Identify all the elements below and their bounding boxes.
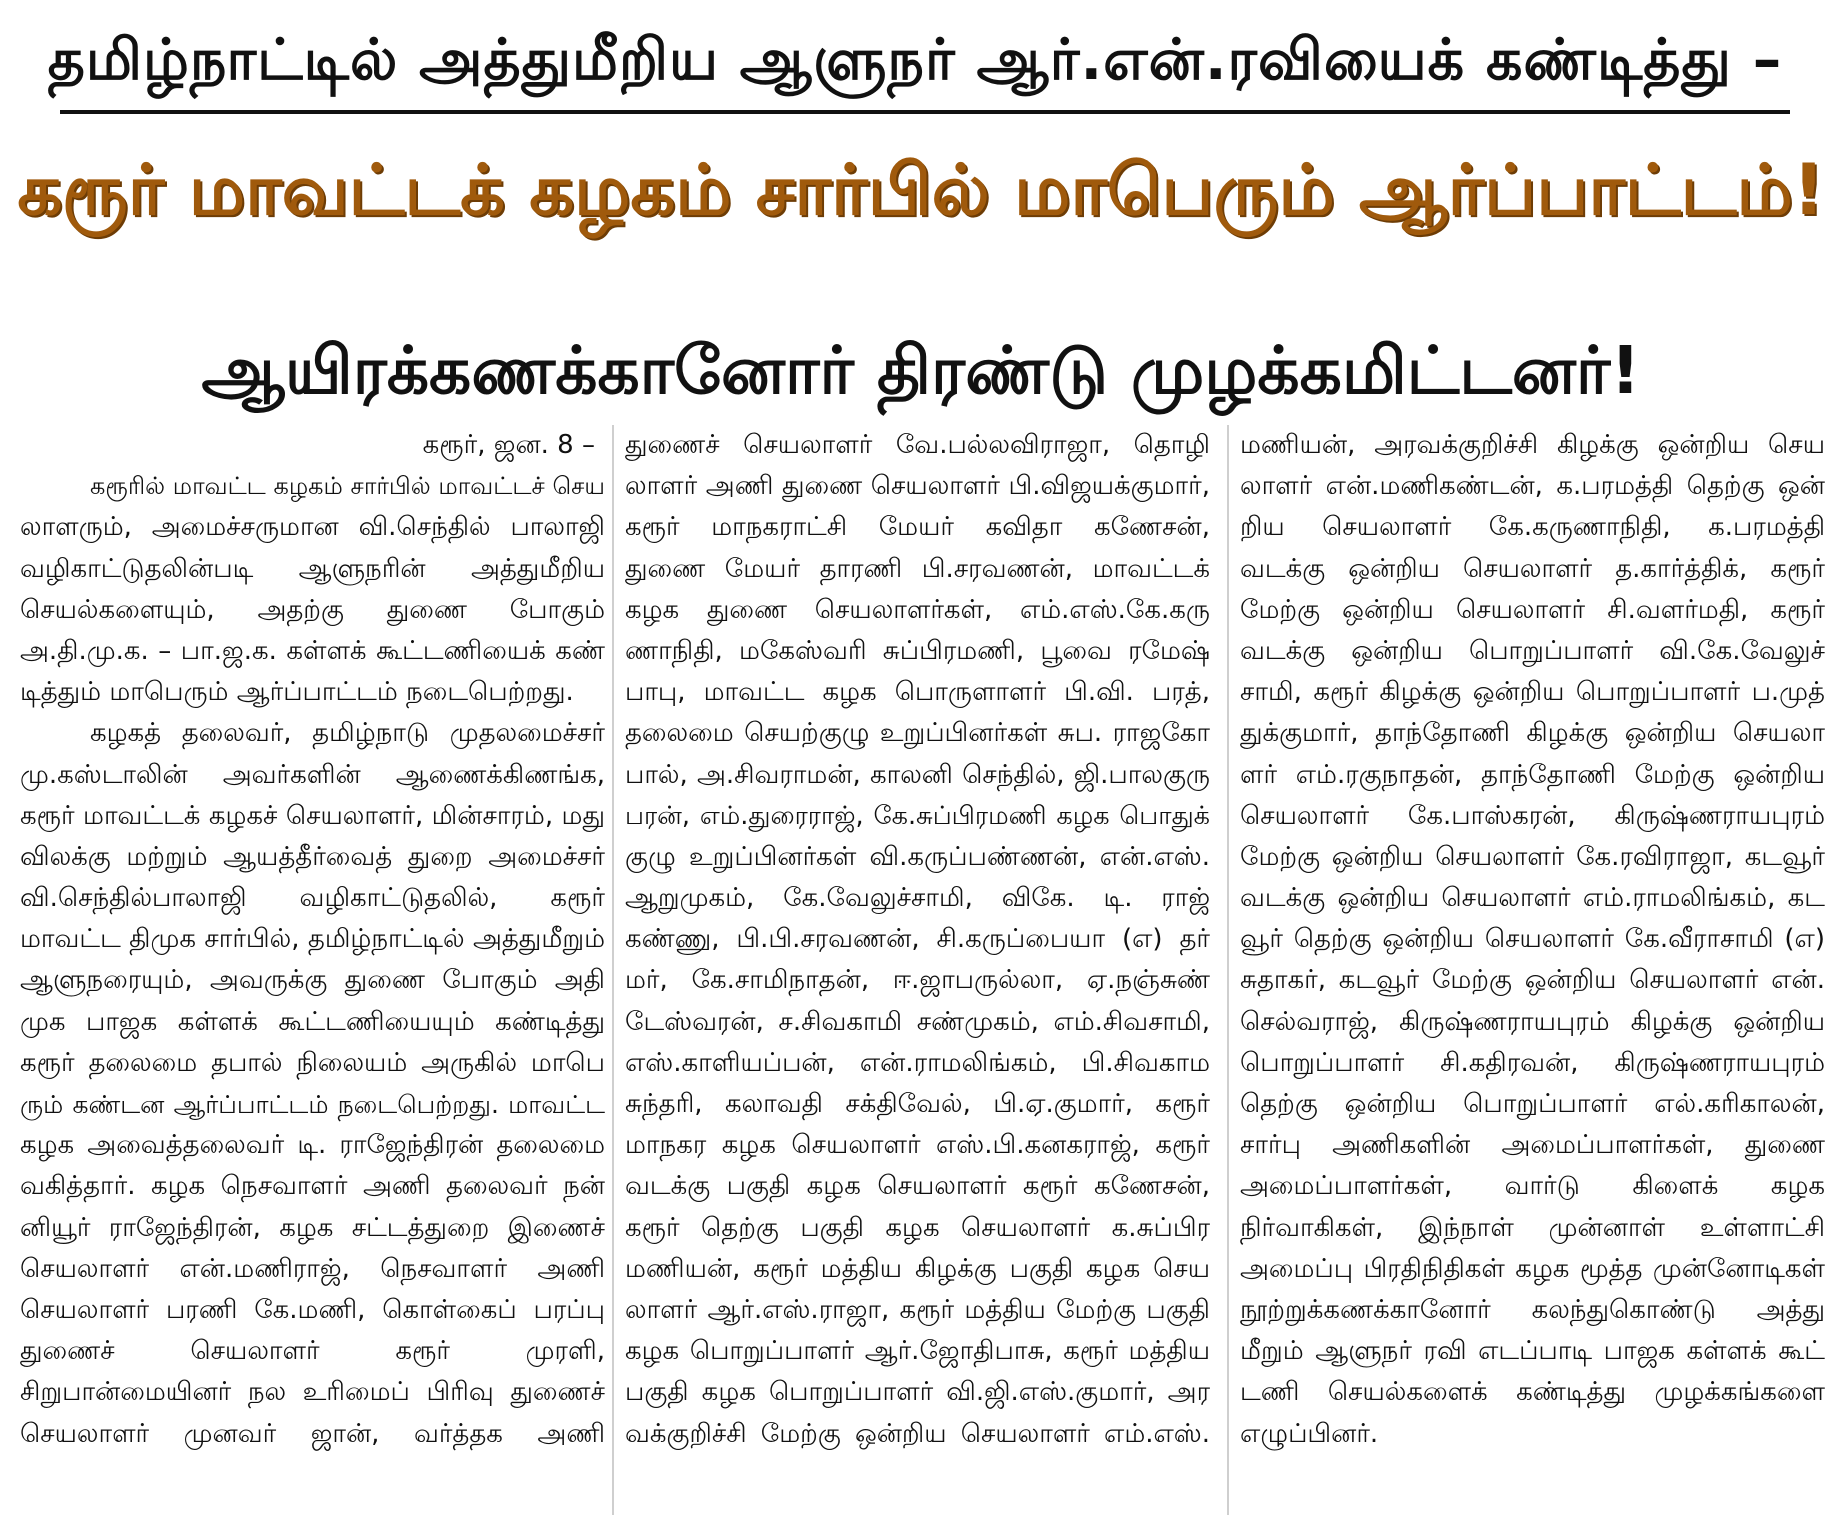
article-line: எழுப்பினர். [1240, 1418, 1379, 1449]
article-column-3 [1240, 425, 1825, 1525]
article-body [0, 425, 1842, 1525]
article-line: பரன், எம்.துரைராஜ், கே.சுப்பிரமணி கழக பொதுக் [625, 800, 1210, 831]
article-line: னியூர் ராஜேந்திரன், கழக சட்டத்துறை இணைச் [20, 1212, 605, 1243]
article-line: வக்குறிச்சி மேற்கு ஒன்றிய செயலாளர் எம்.எஸ். [625, 1418, 1210, 1449]
article-line: கழகத் தலைவர், தமிழ்நாடு முதலமைச்சர் [90, 718, 605, 749]
article-line: தலைமை செயற்குழு உறுப்பினர்கள் சுப. ராஜகோ [625, 718, 1210, 749]
article-line: பால், அ.சிவராமன், காலனி செந்தில், ஜி.பாலகுரு [625, 759, 1210, 790]
article-line: செயலாளர் என்.மணிராஜ், நெசவாளர் அணி [20, 1253, 605, 1284]
article-line: மேற்கு ஒன்றிய செயலாளர் சி.வளர்மதி, கரூர் [1240, 594, 1825, 625]
article-line: ரும் கண்டன ஆர்ப்பாட்டம் நடைபெற்றது. மாவட்ட [20, 1090, 605, 1119]
article-line: லாளரும், அமைச்சருமான வி.செந்தில் பாலாஜி [20, 512, 605, 543]
sub-headline: ஆயிரக்கணக்கானோர் திரண்டு முழக்கமிட்டனர்! [201, 332, 1641, 409]
article-line: மர், கே.சாமிநாதன், ஈ.ஜாபருல்லா, ஏ.நஞ்சுண் [625, 965, 1210, 996]
article-line: டித்தும் மாபெரும் ஆர்ப்பாட்டம் நடைபெற்றது. [20, 677, 574, 708]
dateline: கரூர், ஜன. 8 – [422, 430, 595, 460]
article-line: விலக்கு மற்றும் ஆயத்தீர்வைத் துறை அமைச்சர் [20, 841, 605, 872]
article-line: செயலாளர் கே.பாஸ்கரன், கிருஷ்ணராயபுரம் [1240, 800, 1825, 831]
article-line: துக்குமார், தாந்தோணி கிழக்கு ஒன்றிய செயலா [1240, 718, 1825, 749]
article-line: முக பாஜக கள்ளக் கூட்டணியையும் கண்டித்து [20, 1006, 605, 1037]
article-line: லாளர் என்.மணிகண்டன், க.பரமத்தி தெற்கு ஒன் [1240, 471, 1825, 502]
article-line: துணைச் செயலாளர் கரூர் முரளி, [20, 1336, 605, 1367]
article-line: வடக்கு ஒன்றிய செயலாளர் த.கார்த்திக், கரூர் [1240, 553, 1825, 584]
article-line: ணாநிதி, மகேஸ்வரி சுப்பிரமணி, பூவை ரமேஷ் [625, 635, 1210, 666]
article-line: வகித்தார். கழக நெசவாளர் அணி தலைவர் நன் [20, 1171, 605, 1202]
article-line: நிர்வாகிகள், இந்நாள் முன்னாள் உள்ளாட்சி [1240, 1212, 1825, 1243]
article-column-1 [20, 425, 605, 1525]
column-divider [612, 425, 614, 1515]
article-line: அ.தி.மு.க. – பா.ஜ.க. கள்ளக் கூட்டணியைக் கண் [20, 635, 605, 666]
article-line: வடக்கு ஒன்றிய செயலாளர் எம்.ராமலிங்கம், கட [1240, 883, 1825, 914]
article-line: வடக்கு ஒன்றிய பொறுப்பாளர் வி.கே.வேலுச் [1240, 635, 1825, 666]
article-line: சிறுபான்மையினர் நல உரிமைப் பிரிவு துணைச் [20, 1377, 605, 1408]
article-line: வி.செந்தில்பாலாஜி வழிகாட்டுதலில், கரூர் [20, 883, 605, 914]
article-line: மேற்கு ஒன்றிய செயலாளர் கே.ரவிராஜா, கடவூர் [1240, 841, 1825, 872]
article-line: மணியன், அரவக்குறிச்சி கிழக்கு ஒன்றிய செய [1240, 430, 1825, 460]
article-line: பாபு, மாவட்ட கழக பொருளாளர் பி.வி. பரத், [625, 677, 1210, 708]
article-line: அமைப்பு பிரதிநிதிகள் கழக மூத்த முன்னோடிகள் [1240, 1253, 1825, 1284]
article-column-2 [625, 425, 1210, 1525]
article-line: துணைச் செயலாளர் வே.பல்லவிராஜா, தொழி [625, 430, 1210, 460]
article-line: மாநகர கழக செயலாளர் எஸ்.பி.கனகராஜ், கரூர் [625, 1130, 1210, 1161]
article-line: மீறும் ஆளுநர் ரவி எடப்பாடி பாஜக கள்ளக் கூட் [1240, 1336, 1825, 1367]
article-line: பகுதி கழக பொறுப்பாளர் வி.ஜி.எஸ்.குமார், அர [625, 1377, 1210, 1408]
main-headline: கரூர் மாவட்டக் கழகம் சார்பில் மாபெரும் ஆர்ப்பாட்டம்! [17, 149, 1825, 231]
article-line: கரூர் மாநகராட்சி மேயர் கவிதா கணேசன், [625, 512, 1210, 543]
article-line: மணியன், கரூர் மத்திய கிழக்கு பகுதி கழக செய [625, 1253, 1210, 1284]
article-line: செயலாளர் பரணி கே.மணி, கொள்கைப் பரப்பு [20, 1294, 605, 1325]
article-line: குழு உறுப்பினர்கள் வி.கருப்பண்ணன், என்.எஸ். [625, 841, 1210, 872]
article-line: கழக பொறுப்பாளர் ஆர்.ஜோதிபாசு, கரூர் மத்திய [625, 1336, 1210, 1367]
article-line: லாளர் அணி துணை செயலாளர் பி.விஜயக்குமார், [625, 471, 1210, 502]
article-line: ளர் எம்.ரகுநாதன், தாந்தோணி மேற்கு ஒன்றிய [1240, 759, 1825, 790]
article-line: கரூர் தெற்கு பகுதி கழக செயலாளர் க.சுப்பிர [625, 1212, 1210, 1243]
article-line: டேஸ்வரன், ச.சிவகாமி சண்முகம், எம்.சிவசாமி, [625, 1006, 1210, 1037]
article-line: ஆறுமுகம், கே.வேலுச்சாமி, விகே. டி. ராஜ் [625, 883, 1210, 914]
article-line: டணி செயல்களைக் கண்டித்து முழக்கங்களை [1240, 1377, 1825, 1408]
article-line: நூற்றுக்கணக்கானோர் கலந்துகொண்டு அத்து [1240, 1294, 1825, 1325]
article-line: கழக துணை செயலாளர்கள், எம்.எஸ்.கே.கரு [625, 594, 1210, 625]
article-line: றிய செயலாளர் கே.கருணாநிதி, க.பரமத்தி [1240, 512, 1825, 543]
article-line: சுந்தரி, கலாவதி சக்திவேல், பி.ஏ.குமார், கரூர் [625, 1089, 1210, 1119]
article-line: பொறுப்பாளர் சி.கதிரவன், கிருஷ்ணராயபுரம் [1240, 1047, 1825, 1078]
column-divider [1227, 425, 1229, 1515]
kicker-headline: தமிழ்நாட்டில் அத்துமீறிய ஆளுநர் ஆர்.என்.ரவியைக் கண்டித்து – [47, 27, 1783, 93]
article-line: வடக்கு பகுதி கழக செயலாளர் கரூர் கணேசன், [625, 1171, 1210, 1202]
article-line: ஆளுநரையும், அவருக்கு துணை போகும் அதி [20, 965, 605, 996]
kicker-underline [60, 110, 1790, 114]
article-line: வூர் தெற்கு ஒன்றிய செயலாளர் கே.வீராசாமி (எ) [1240, 924, 1825, 955]
article-line: மாவட்ட திமுக சார்பில், தமிழ்நாட்டில் அத்துமீறும் [20, 924, 605, 955]
article-line: சுதாகர், கடவூர் மேற்கு ஒன்றிய செயலாளர் என். [1240, 965, 1825, 996]
article-line: துணை மேயர் தாரணி பி.சரவணன், மாவட்டக் [625, 553, 1210, 584]
article-line: கரூர் தலைமை தபால் நிலையம் அருகில் மாபெ [20, 1047, 605, 1078]
article-line: கரூரில் மாவட்ட கழகம் சார்பில் மாவட்டச் செய [90, 472, 605, 501]
article-line: கரூர் மாவட்டக் கழகச் செயலாளர், மின்சாரம், மது [20, 800, 605, 831]
article-line: எஸ்.காளியப்பன், என்.ராமலிங்கம், பி.சிவகாம [625, 1047, 1210, 1078]
article-line: தெற்கு ஒன்றிய பொறுப்பாளர் எல்.கரிகாலன், [1240, 1089, 1825, 1119]
article-line: அமைப்பாளர்கள், வார்டு கிளைக் கழக [1240, 1171, 1825, 1202]
article-line: கண்ணு, பி.பி.சரவணன், சி.கருப்பையா (எ) தர் [625, 924, 1210, 955]
article-line: செயலாளர் முனவர் ஜான், வர்த்தக அணி [20, 1418, 605, 1449]
article-line: சார்பு அணிகளின் அமைப்பாளர்கள், துணை [1240, 1130, 1825, 1161]
article-line: செல்வராஜ், கிருஷ்ணராயபுரம் கிழக்கு ஒன்றிய [1240, 1006, 1825, 1037]
article-line: செயல்களையும், அதற்கு துணை போகும் [20, 594, 605, 625]
article-line: லாளர் ஆர்.எஸ்.ராஜா, கரூர் மத்திய மேற்கு பகுதி [625, 1294, 1210, 1325]
article-line: சாமி, கரூர் கிழக்கு ஒன்றிய பொறுப்பாளர் ப.முத் [1240, 677, 1825, 708]
article-line: கழக அவைத்தலைவர் டி. ராஜேந்திரன் தலைமை [20, 1130, 605, 1161]
article-line: மு.கஸ்டாலின் அவர்களின் ஆணைக்கிணங்க, [20, 759, 605, 790]
article-line: வழிகாட்டுதலின்படி ஆளுநரின் அத்துமீறிய [20, 553, 605, 584]
